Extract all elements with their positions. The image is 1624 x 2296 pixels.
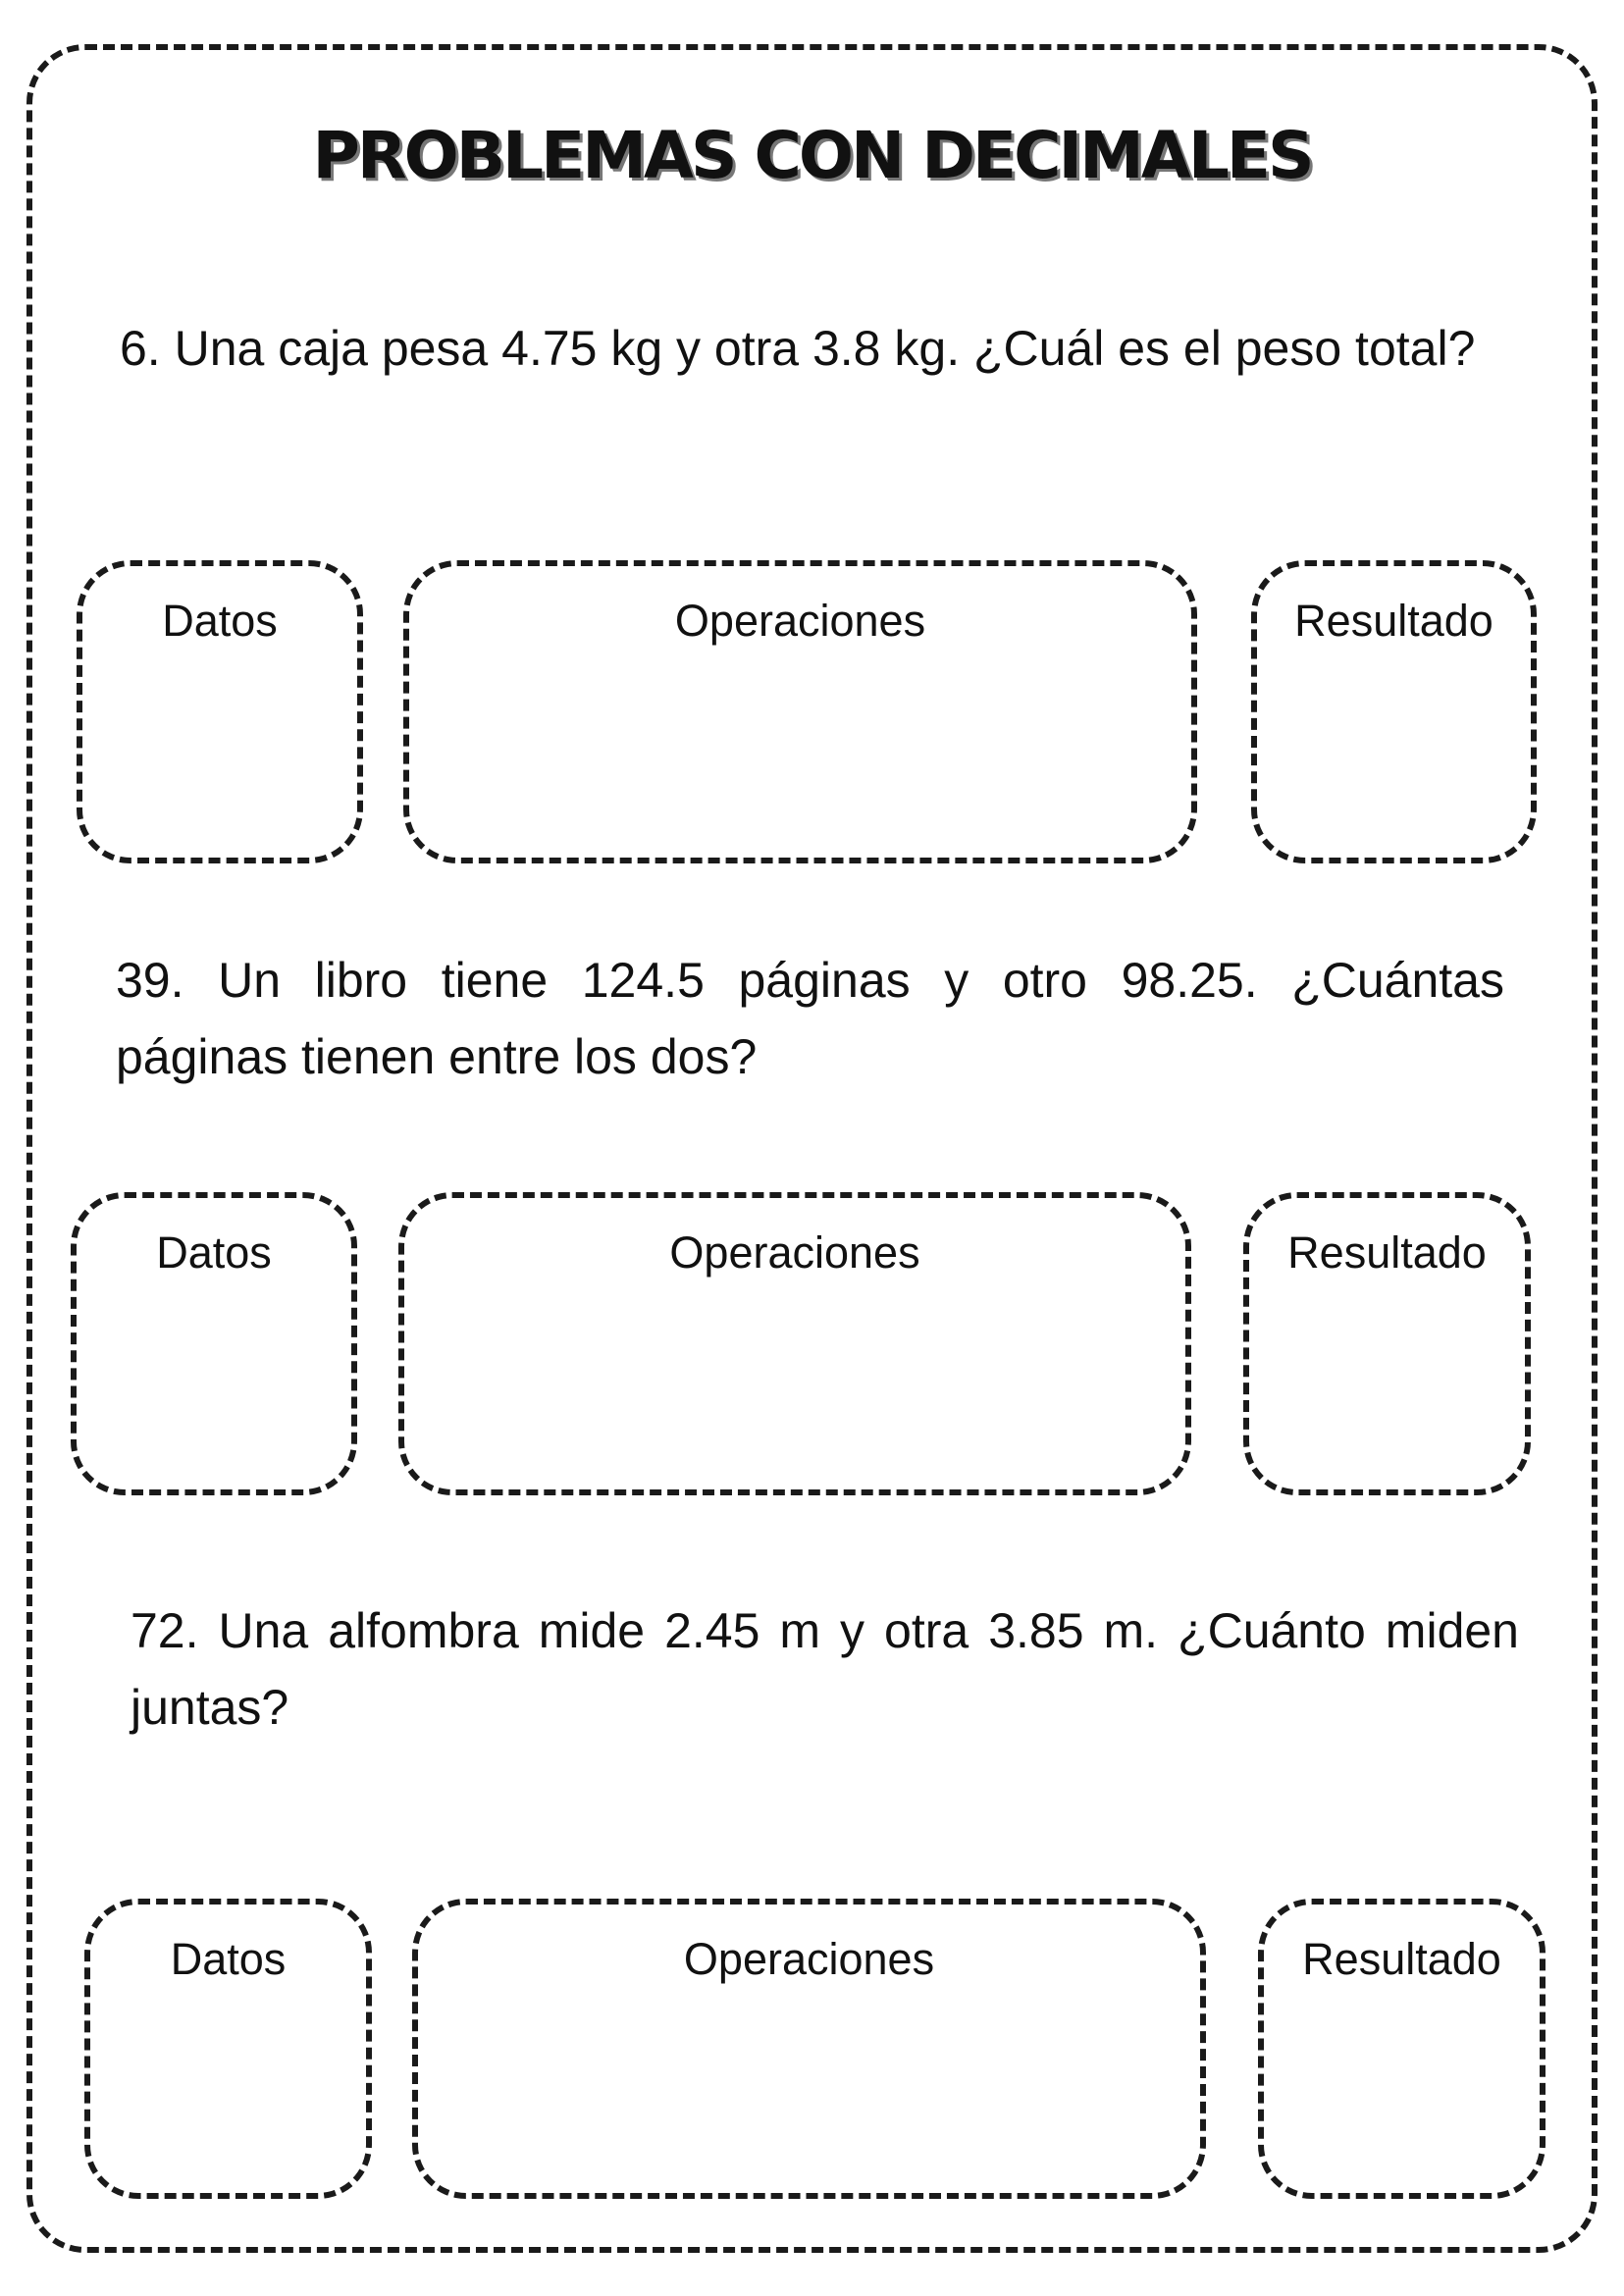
operaciones-label: Operaciones: [674, 596, 926, 646]
datos-label: Datos: [170, 1934, 287, 1984]
resultado-label: Resultado: [1287, 1227, 1487, 1278]
operaciones-box-1[interactable]: [403, 560, 1197, 863]
datos-label: Datos: [156, 1227, 272, 1278]
resultado-label: Resultado: [1302, 1934, 1501, 1984]
resultado-box-2[interactable]: [1243, 1192, 1531, 1495]
resultado-label: Resultado: [1294, 596, 1493, 646]
datos-box-3[interactable]: [84, 1899, 372, 2199]
resultado-box-3[interactable]: [1258, 1899, 1545, 2199]
datos-label: Datos: [162, 596, 278, 646]
page-title: PROBLEMAS CON DECIMALES: [312, 118, 1312, 193]
operaciones-label: Operaciones: [683, 1934, 935, 1984]
resultado-box-1[interactable]: [1251, 560, 1537, 863]
datos-box-1[interactable]: [77, 560, 363, 863]
datos-box-2[interactable]: [71, 1192, 357, 1495]
problem-39-text: 39. Un libro tiene 124.5 páginas y otro 98.25. ¿Cuántas páginas tienen entre los dos?: [116, 953, 1504, 1084]
problem-72-text: 72. Una alfombra mide 2.45 m y otra 3.85 m. ¿Cuánto miden juntas?: [131, 1603, 1519, 1735]
problem-6-text: 6. Una caja pesa 4.75 kg y otra 3.8 kg. ¿Cuál es el peso total?: [120, 321, 1476, 376]
operaciones-box-2[interactable]: [398, 1192, 1191, 1495]
operaciones-label: Operaciones: [669, 1227, 920, 1278]
operaciones-box-3[interactable]: [412, 1899, 1206, 2199]
